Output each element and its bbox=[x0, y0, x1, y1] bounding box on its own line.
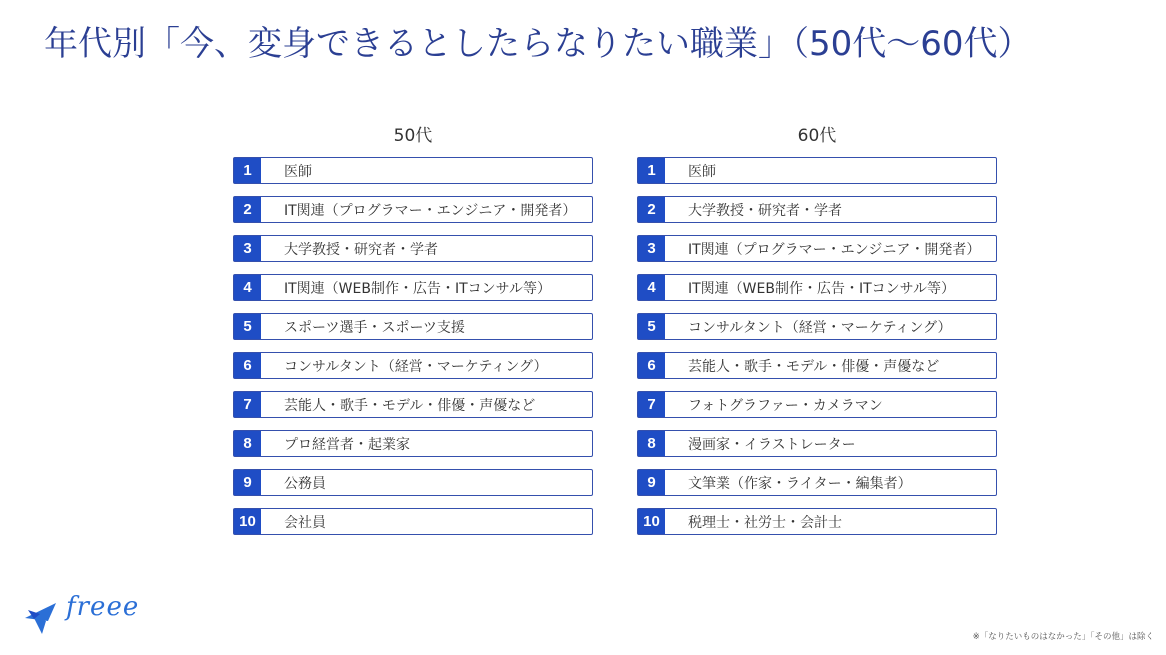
rank-row bbox=[233, 391, 593, 418]
rank-label: プロ経営者・起業家 bbox=[284, 436, 410, 453]
footnote: ※「なりたいものはなかった」「その他」は除く bbox=[972, 632, 1154, 642]
rank-row bbox=[637, 235, 997, 262]
rank-label: 漫画家・イラストレーター bbox=[688, 436, 856, 453]
rank-number-badge: 9 bbox=[234, 470, 261, 495]
rank-label: 芸能人・歌手・モデル・俳優・声優など bbox=[284, 397, 536, 414]
rank-number-badge: 1 bbox=[234, 158, 261, 183]
rank-number-badge: 8 bbox=[234, 431, 261, 456]
rank-label: フォトグラファー・カメラマン bbox=[688, 397, 883, 414]
column-heading-60s: 60代 bbox=[797, 126, 837, 146]
rank-number-badge: 10 bbox=[638, 509, 665, 534]
rank-label: IT関連（WEB制作・広告・ITコンサル等） bbox=[688, 280, 955, 297]
rank-number-badge: 7 bbox=[638, 392, 665, 417]
logo-text: freee bbox=[66, 592, 140, 622]
ranking-list-60s bbox=[637, 157, 997, 547]
rank-number-badge: 5 bbox=[234, 314, 261, 339]
rank-label: IT関連（プログラマー・エンジニア・開発者） bbox=[688, 241, 981, 258]
rank-number-badge: 4 bbox=[234, 275, 261, 300]
rank-row bbox=[233, 235, 593, 262]
rank-row bbox=[233, 313, 593, 340]
rank-label: コンサルタント（経営・マーケティング） bbox=[284, 358, 548, 375]
rank-label: 文筆業（作家・ライター・編集者） bbox=[688, 475, 912, 492]
rank-label: スポーツ選手・スポーツ支援 bbox=[284, 319, 465, 336]
rank-number-badge: 4 bbox=[638, 275, 665, 300]
rank-row bbox=[233, 430, 593, 457]
rank-label: コンサルタント（経営・マーケティング） bbox=[688, 319, 952, 336]
rank-label: 大学教授・研究者・学者 bbox=[688, 202, 842, 219]
rank-number-badge: 3 bbox=[638, 236, 665, 261]
rank-label: 税理士・社労士・会計士 bbox=[688, 514, 842, 531]
rank-label: 医師 bbox=[688, 163, 716, 180]
rank-label: 医師 bbox=[284, 163, 312, 180]
rank-row bbox=[233, 196, 593, 223]
rank-row bbox=[637, 196, 997, 223]
rank-number-badge: 2 bbox=[638, 197, 665, 222]
bird-icon bbox=[22, 588, 70, 636]
rank-row bbox=[637, 157, 997, 184]
rank-label: IT関連（プログラマー・エンジニア・開発者） bbox=[284, 202, 577, 219]
page-title: 年代別「今、変身できるとしたらなりたい職業」（50代〜60代） bbox=[44, 24, 1032, 64]
rank-row bbox=[637, 352, 997, 379]
rank-label: 会社員 bbox=[284, 514, 326, 531]
rank-label: 公務員 bbox=[284, 475, 326, 492]
rank-label: IT関連（WEB制作・広告・ITコンサル等） bbox=[284, 280, 551, 297]
rank-number-badge: 9 bbox=[638, 470, 665, 495]
rank-row bbox=[637, 391, 997, 418]
column-heading-50s: 50代 bbox=[393, 126, 433, 146]
rank-number-badge: 1 bbox=[638, 158, 665, 183]
ranking-list-50s bbox=[233, 157, 593, 547]
rank-row bbox=[233, 274, 593, 301]
rank-number-badge: 2 bbox=[234, 197, 261, 222]
freee-logo bbox=[22, 588, 152, 638]
rank-row bbox=[637, 274, 997, 301]
rank-row bbox=[233, 469, 593, 496]
rank-number-badge: 5 bbox=[638, 314, 665, 339]
rank-row bbox=[637, 430, 997, 457]
rank-number-badge: 7 bbox=[234, 392, 261, 417]
rank-row bbox=[637, 313, 997, 340]
rank-row bbox=[637, 508, 997, 535]
rank-row bbox=[637, 469, 997, 496]
rank-number-badge: 3 bbox=[234, 236, 261, 261]
rank-label: 芸能人・歌手・モデル・俳優・声優など bbox=[688, 358, 940, 375]
rank-number-badge: 8 bbox=[638, 431, 665, 456]
rank-row bbox=[233, 157, 593, 184]
rank-row bbox=[233, 508, 593, 535]
rank-number-badge: 6 bbox=[638, 353, 665, 378]
rank-number-badge: 6 bbox=[234, 353, 261, 378]
rank-row bbox=[233, 352, 593, 379]
rank-number-badge: 10 bbox=[234, 509, 261, 534]
rank-label: 大学教授・研究者・学者 bbox=[284, 241, 438, 258]
